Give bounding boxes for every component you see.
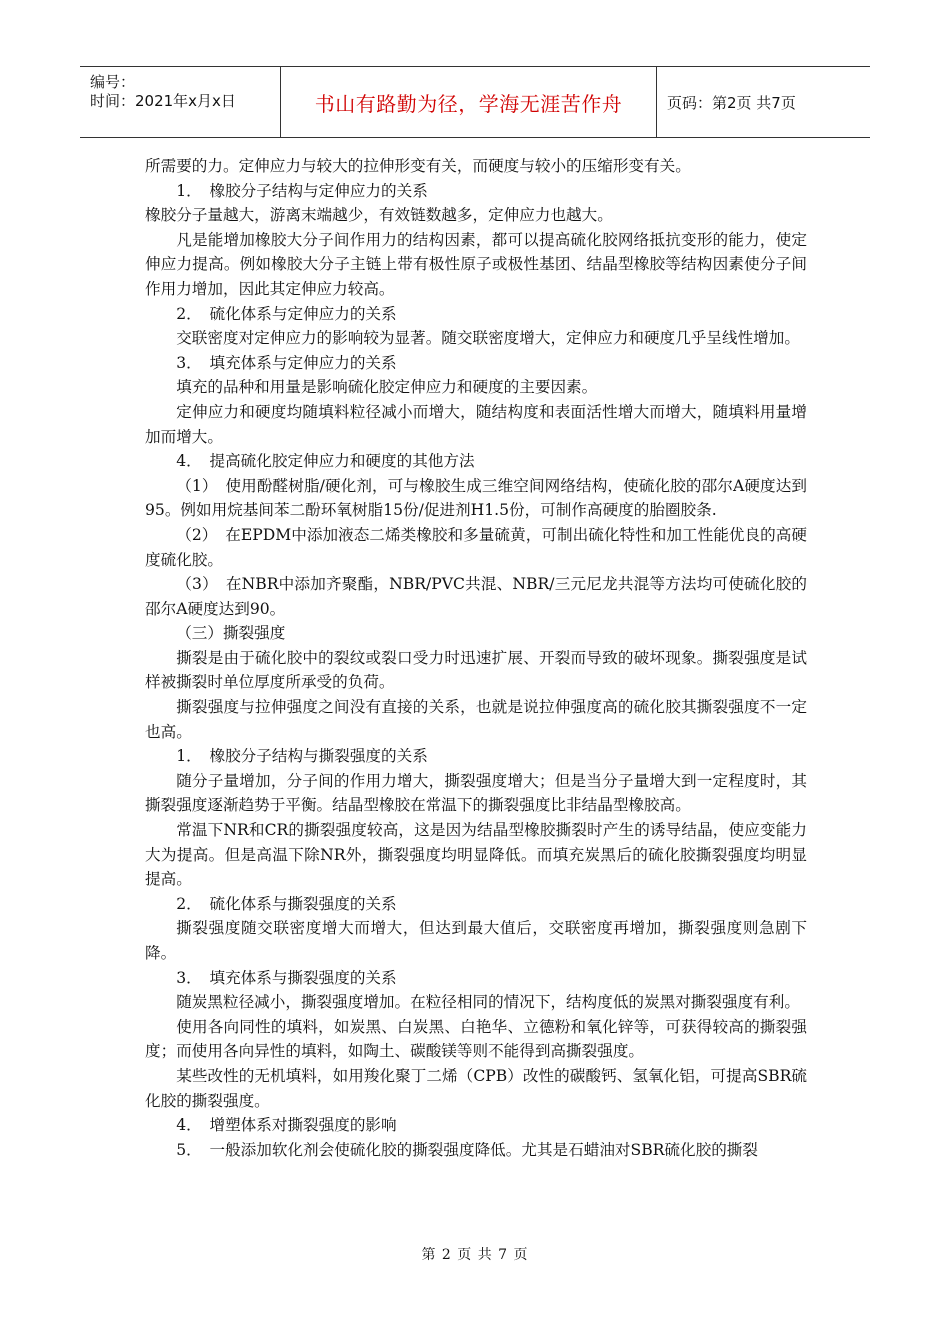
page-footer: 第 2 页 共 7 页: [421, 1247, 529, 1263]
body-paragraph: 撕裂强度与拉伸强度之间没有直接的关系，也就是说拉伸强度高的硫化胶其撕裂强度不一定也高。: [145, 698, 807, 741]
document-body: [145, 154, 807, 1162]
header-page-cell: [657, 67, 870, 137]
body-paragraph: 撕裂强度随交联密度增大而增大，但达到最大值后，交联密度再增加，撕裂强度则急剧下降。: [145, 919, 807, 962]
header-page-code: 页码：第2页 共7页: [667, 93, 796, 112]
section-heading: 1． 橡胶分子结构与撕裂强度的关系: [176, 747, 428, 766]
body-paragraph: 某些改性的无机填料，如用羧化聚丁二烯（CPB）改性的碳酸钙、氢氧化铝，可提高SBR硫化胶的撕裂强度。: [145, 1066, 807, 1110]
section-heading: 3． 填充体系与撕裂强度的关系: [176, 968, 397, 987]
body-paragraph: 凡是能增加橡胶大分子间作用力的结构因素，都可以提高硫化胶网络抵抗变形的能力，使定伸应力提高。例如橡胶大分子主链上带有极性原子或极性基团、结晶型橡胶等结构因素使分子间作用力增加，因此其定伸应力较高。: [145, 230, 807, 298]
header-meta-cell: [80, 67, 281, 137]
body-paragraph: 所需要的力。定伸应力与较大的拉伸形变有关，而硬度与较小的压缩形变有关。: [145, 157, 691, 175]
document-header: [80, 66, 870, 138]
date-label: 时间：2021年x月x日: [90, 92, 236, 110]
body-paragraph: 填充的品种和用量是影响硫化胶定伸应力和硬度的主要因素。: [176, 378, 598, 397]
body-paragraph: 橡胶分子量越大，游离末端越少，有效链数越多，定伸应力也越大。: [145, 206, 613, 225]
section-heading: 3． 填充体系与定伸应力的关系: [176, 353, 397, 372]
body-paragraph: 常温下NR和CR的撕裂强度较高，这是因为结晶型橡胶撕裂时产生的诱导结晶，使应变能力大为提高。但是高温下除NR外，撕裂强度均明显降低。而填充炭黑后的硫化胶撕裂强度均明显提高。: [145, 821, 807, 889]
body-paragraph: 使用各向同性的填料，如炭黑、白炭黑、白艳华、立德粉和氧化锌等，可获得较高的撕裂强度；而使用各向异性的填料，如陶土、碳酸镁等则不能得到高撕裂强度。: [145, 1017, 807, 1061]
body-paragraph: （三）撕裂强度: [176, 624, 286, 643]
body-paragraph: 撕裂是由于硫化胶中的裂纹或裂口受力时迅速扩展、开裂而导致的破坏现象。撕裂强度是试样被撕裂时单位厚度所承受的负荷。: [145, 648, 807, 692]
section-heading: 2． 硫化体系与撕裂强度的关系: [176, 894, 397, 913]
section-heading: 5． 一般添加软化剂会使硫化胶的撕裂强度降低。尤其是石蜡油对SBR硫化胶的撕裂: [176, 1140, 758, 1159]
body-paragraph: 定伸应力和硬度均随填料粒径减小而增大，随结构度和表面活性增大而增大，随填料用量增加而增大。: [145, 402, 807, 446]
body-paragraph: 随分子量增加，分子间的作用力增大，撕裂强度增大；但是当分子量增大到一定程度时，其撕裂强度逐渐趋势于平衡。结晶型橡胶在常温下的撕裂强度比非结晶型橡胶高。: [145, 771, 807, 815]
body-paragraph: 随炭黑粒径减小，撕裂强度增加。在粒径相同的情况下，结构度低的炭黑对撕裂强度有利。: [176, 993, 800, 1012]
body-paragraph: （3） 在NBR中添加齐聚酯，NBR/PVC共混、NBR/三元尼龙共混等方法均可使硫化胶的邵尔A硬度达到90。: [145, 575, 807, 618]
serial-number-label: 编号：: [90, 73, 136, 91]
section-heading: 4． 增塑体系对撕裂强度的影响: [176, 1116, 397, 1135]
header-motto-cell: [281, 67, 657, 137]
body-paragraph: 交联密度对定伸应力的影响较为显著。随交联密度增大，定伸应力和硬度几乎呈线性增加。: [176, 329, 800, 348]
section-heading: 2． 硫化体系与定伸应力的关系: [176, 304, 397, 323]
header-motto: 书山有路勤为径，学海无涯苦作舟: [314, 91, 623, 116]
section-heading: 1． 橡胶分子结构与定伸应力的关系: [176, 181, 428, 200]
body-paragraph: （1） 使用酚醛树脂/硬化剂，可与橡胶生成三维空间网络结构，使硫化胶的邵尔A硬度达到95。例如用烷基间苯二酚环氧树脂15份/促进剂H1.5份，可制作高硬度的胎圈胶条.: [145, 476, 807, 520]
body-paragraph: （2） 在EPDM中添加液态二烯类橡胶和多量硫黄，可制出硫化特性和加工性能优良的高硬度硫化胶。: [145, 525, 807, 569]
section-heading: 4． 提高硫化胶定伸应力和硬度的其他方法: [176, 452, 475, 471]
